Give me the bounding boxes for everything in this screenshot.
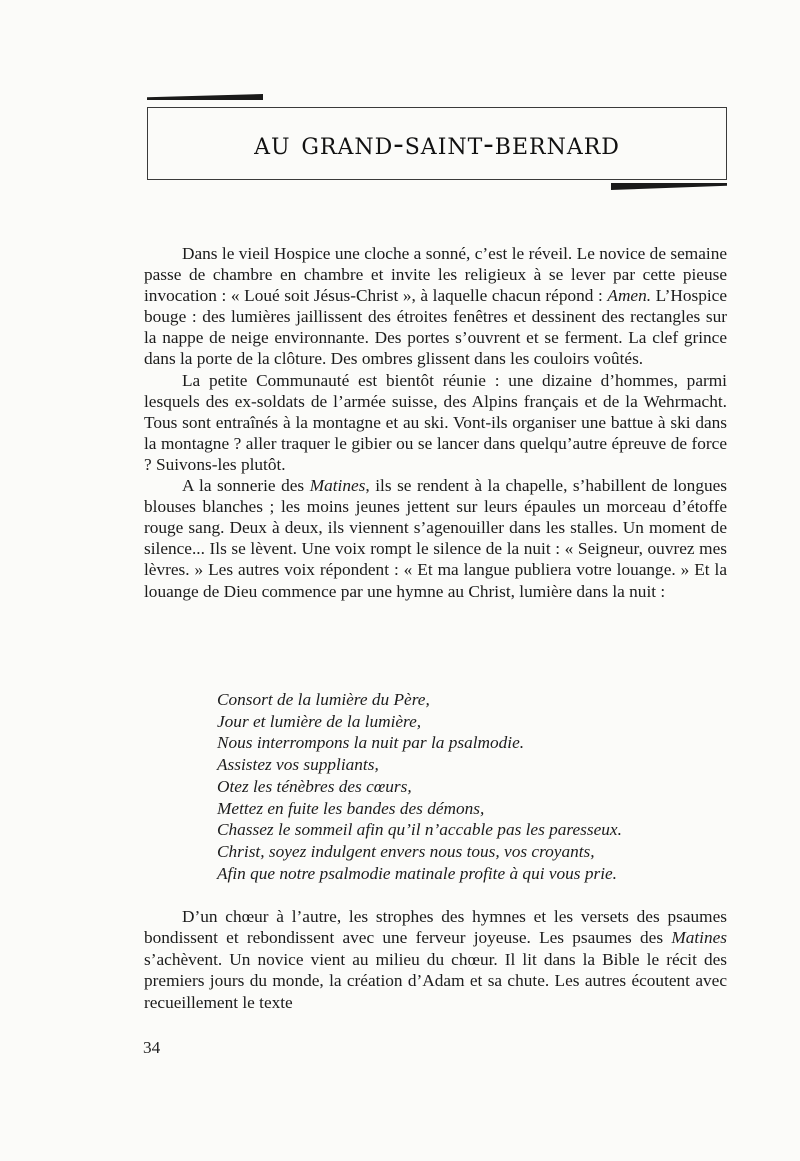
text-run: , ils se rendent à la chapelle, s’habillent de longues blouses blanches ; les moins jeunes jettent sur leurs épaules un morceau d’étoffe rouge sang. Deux à deux, ils viennent s’agenouiller dans les stalles. Un moment de silence... Ils se lèvent. Une voix rompt le silence de la nuit : « Seigneur, ouvrez mes lèvres. » Les autres voix répondent : « Et ma langue publiera votre louange. » Et la louange de Dieu commence par une hymne au Christ, lumière dans la nuit : bbox=[144, 476, 728, 601]
verse-line: Assistez vos suppliants, bbox=[217, 755, 379, 775]
text-run: D’un chœur à l’autre, les strophes des hymnes et les versets des psaumes bondissent et rebondissent avec une ferveur joyeuse. Les psaumes des bbox=[144, 907, 727, 948]
italic-term: Matines bbox=[309, 476, 366, 496]
hymn-verse bbox=[217, 689, 697, 884]
verse-line: Mettez en fuite les bandes des démons, bbox=[217, 798, 485, 818]
italic-term: Amen. bbox=[607, 286, 652, 306]
verse-line: Jour et lumière de la lumière, bbox=[217, 711, 422, 731]
paragraph bbox=[144, 906, 727, 1013]
paragraph bbox=[144, 475, 727, 602]
decorative-rule-bottom bbox=[611, 183, 727, 190]
verse-line: Otez les ténèbres des cœurs, bbox=[217, 776, 412, 796]
main-text bbox=[144, 243, 727, 602]
text-run: L’Hospice bouge : des lumières jaillissent des étroites fenêtres et dessinent des rectangles sur la nappe de neige environnante. Des portes s’ouvrent et se ferment. La clef grince dans la porte de la clôture. Des ombres glissent dans les couloirs voûtés. bbox=[144, 286, 727, 369]
paragraph bbox=[144, 370, 727, 475]
decorative-rule-top bbox=[147, 94, 263, 100]
title-frame bbox=[147, 107, 727, 180]
closing-text bbox=[144, 906, 727, 1013]
text-run: La petite Communauté est bientôt réunie : une dizaine d’hommes, parmi lesquels des ex-soldats de l’armée suisse, des Alpins français et de la Wehrmacht. Tous sont entraînés à la montagne et au ski. Vont-ils organiser une battue à ski dans la montagne ? aller traquer le gibier ou se lancer dans quelqu’autre épreuve de force ? Suivons-les plutôt. bbox=[144, 370, 727, 474]
verse-line: Chassez le sommeil afin qu’il n’accable pas les paresseux. bbox=[217, 820, 622, 840]
text-run: Dans le vieil Hospice une cloche a sonné, c’est le réveil. Le novice de semaine passe de chambre en chambre et invite les religieux à se lever par cette pieuse invocation : « Loué soit Jésus-Christ », à laquelle chacun répond : bbox=[144, 244, 727, 306]
text-run: A la sonnerie des bbox=[182, 476, 310, 496]
verse-line: Afin que notre psalmodie matinale profite à qui vous prie. bbox=[217, 863, 617, 883]
page-number: 34 bbox=[143, 1038, 161, 1057]
italic-term: Matines bbox=[671, 928, 727, 948]
verse-line: Consort de la lumière du Père, bbox=[217, 690, 430, 709]
chapter-title: au grand-saint-bernard bbox=[254, 125, 620, 162]
verse-line: Nous interrompons la nuit par la psalmodie. bbox=[217, 733, 525, 753]
paragraph bbox=[144, 243, 727, 370]
text-run: s’achèvent. Un novice vient au milieu du chœur. Il lit dans la Bible le récit des premiers jours du monde, la création d’Adam et sa chute. Les autres écoutent avec recueillement le texte bbox=[144, 949, 727, 1012]
verse-line: Christ, soyez indulgent envers nous tous, vos croyants, bbox=[217, 841, 595, 861]
